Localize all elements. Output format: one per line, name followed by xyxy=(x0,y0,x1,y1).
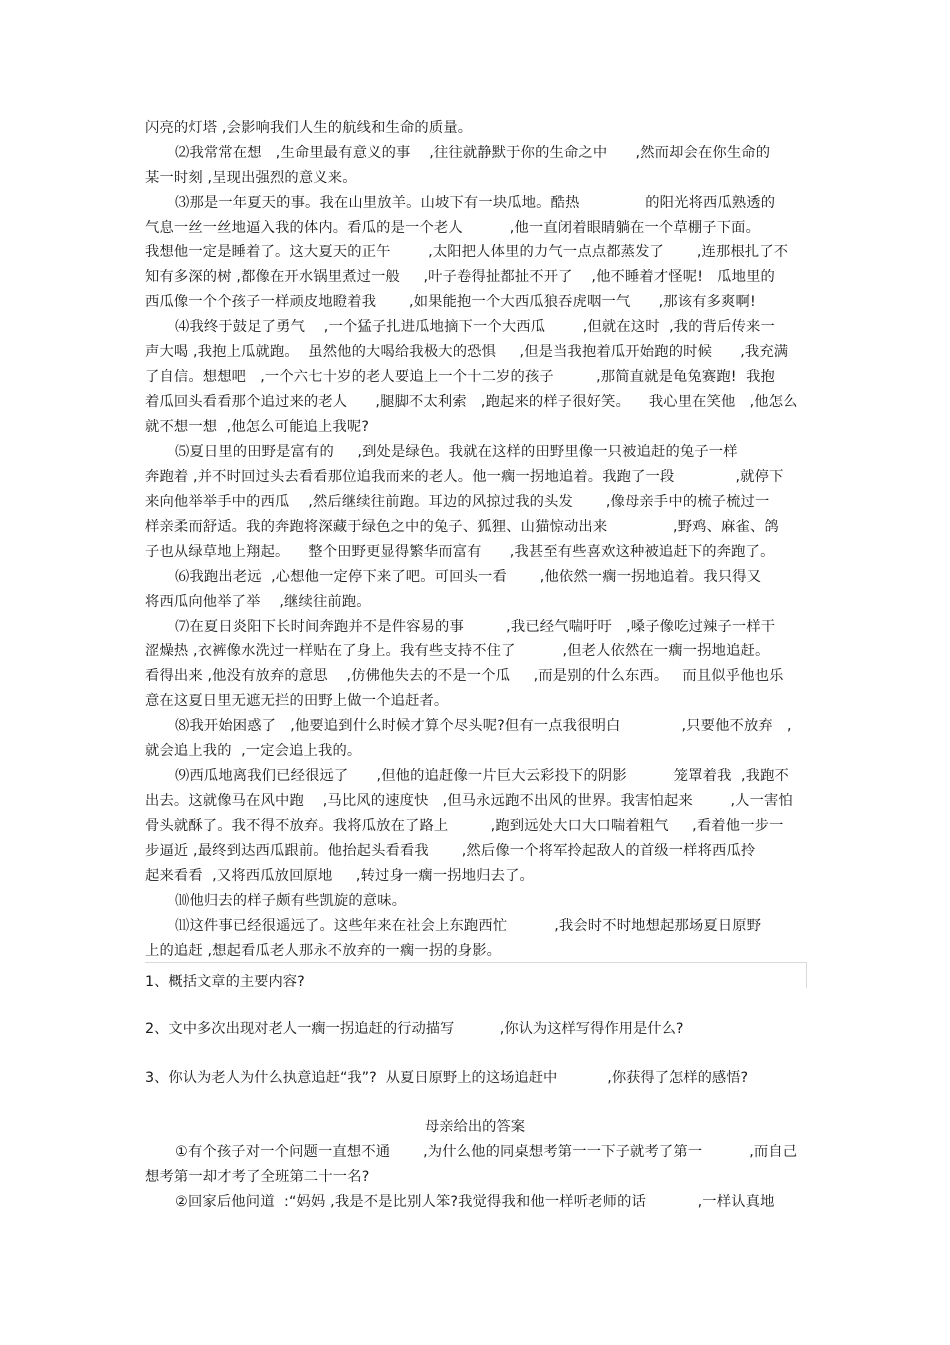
passage-line: 西瓜像一个个孩子一样顽皮地瞪着我 ,如果能抱一个大西瓜狼吞虎咽一气 ,那该有多爽啊! xyxy=(145,294,756,310)
passage-line: 步逼近 ,最终到达西瓜跟前。他抬起头看看我 ,然后像一个将军拎起敌人的首级一样将西瓜拎 xyxy=(145,843,756,859)
question-3: 3、你认为老人为什么执意追赶“我”? 从夏日原野上的这场追赶中 ,你获得了怎样的感悟? xyxy=(145,1070,749,1086)
passage-line: 某一时刻 ,呈现出强烈的意义来。 xyxy=(145,170,357,186)
passage-line: 将西瓜向他举了举 ,继续往前跑。 xyxy=(145,594,371,610)
passage-line: ⑼西瓜地离我们已经很远了 ,但他的追赶像一片巨大云彩投下的阴影 笼罩着我 ,我跑不 xyxy=(175,768,789,784)
divider xyxy=(806,962,807,988)
passage-line: 着瓜回头看看那个追过来的老人 ,腿脚不太利索 ,跑起来的样子很好笑。 我心里在笑他 ,他怎么 xyxy=(145,394,798,410)
passage-line: 样亲柔而舒适。我的奔跑将深藏于绿色之中的兔子、狐狸、山猫惊动出来 ,野鸡、麻雀、鸽 xyxy=(145,519,779,535)
passage-line: ⑶那是一年夏天的事。我在山里放羊。山坡下有一块瓜地。酷热 的阳光将西瓜熟透的 xyxy=(175,195,776,211)
passage-line: 起来看看 ,又将西瓜放回原地 ,转过身一瘸一拐地归去了。 xyxy=(145,868,534,884)
passage-line: 闪亮的灯塔 ,会影响我们人生的航线和生命的质量。 xyxy=(145,120,473,136)
passage-line: 就不想一想 ,他怎么可能追上我呢? xyxy=(145,419,370,435)
passage-line: 骨头就酥了。我不得不放弃。我将瓜放在了路上 ,跑到远处大口大口喘着粗气 ,看着他一步一 xyxy=(145,818,784,834)
passage-line: 出去。这就像马在风中跑 ,马比风的速度快 ,但马永远跑不出风的世界。我害怕起来 ,人一害怕 xyxy=(145,793,793,809)
passage-line: 上的追赶 ,想起看瓜老人那永不放弃的一瘸一拐的身影。 xyxy=(145,943,502,959)
question-1: 1、概括文章的主要内容? xyxy=(145,974,305,990)
passage-line: 来向他举举手中的西瓜 ,然后继续往前跑。耳边的风掠过我的头发 ,像母亲手中的梳子梳过一 xyxy=(145,494,770,510)
passage-line: ①有个孩子对一个问题一直想不通 ,为什么他的同桌想考第一一下子就考了第一 ,而自己 xyxy=(175,1144,798,1160)
passage-line: ⑷我终于鼓足了勇气 ,一个猛子扎进瓜地摘下一个大西瓜 ,但就在这时 ,我的背后传来一 xyxy=(175,319,775,335)
passage-line: 就会追上我的 ,一定会追上我的。 xyxy=(145,743,362,759)
passage-line: ⑵我常常在想 ,生命里最有意义的事 ,往往就静默于你的生命之中 ,然而却会在你生命的 xyxy=(175,145,771,161)
passage-line: ②回家后他问道 :“妈妈 ,我是不是比别人笨?我觉得我和他一样听老师的话 ,一样认真地 xyxy=(175,1194,775,1210)
question-2: 2、文中多次出现对老人一瘸一拐追赶的行动描写 ,你认为这样写得作用是什么? xyxy=(145,1021,684,1037)
passage-line: ⑸夏日里的田野是富有的 ,到处是绿色。我就在这样的田野里像一只被追赶的兔子一样 xyxy=(175,444,738,460)
passage-line: ⑾这件事已经很遥远了。这些年来在社会上东跑西忙 ,我会时不时地想起那场夏日原野 xyxy=(175,918,762,934)
passage-line: 了自信。想想吧 ,一个六七十岁的老人要追上一个十二岁的孩子 ,那简直就是龟兔赛跑! 我抱 xyxy=(145,369,775,385)
passage-line: 知有多深的树 ,都像在开水锅里煮过一般 ,叶子卷得扯都扯不开了 ,他不睡着才怪呢! 瓜地里的 xyxy=(145,269,775,285)
passage-line: ⑽他归去的样子颇有些凯旋的意味。 xyxy=(175,893,407,909)
passage-line: 子也从绿草地上翔起。 整个田野更显得繁华而富有 ,我甚至有些喜欢这种被追赶下的奔跑了。 xyxy=(145,544,775,560)
passage-line: 涩燥热 ,衣裤像水洗过一样贴在了身上。我有些支持不住了 ,但老人依然在一瘸一拐地追赶。 xyxy=(145,643,770,659)
divider xyxy=(145,962,807,963)
passage-line: ⑹我跑出老远 ,心想他一定停下来了吧。可回头一看 ,他依然一瘸一拐地追着。我只得又 xyxy=(175,569,762,585)
passage-line: 我想他一定是睡着了。这大夏天的正午 ,太阳把人体里的力气一点点都蒸发了 ,连那根扎了不 xyxy=(145,244,789,260)
passage-line: 看得出来 ,他没有放弃的意思 ,仿佛他失去的不是一个瓜 ,而是别的什么东西。 而且似乎他也乐 xyxy=(145,668,784,684)
passage-line: 气息一丝一丝地逼入我的体内。看瓜的是一个老人 ,他一直闭着眼睛躺在一个草棚子下面。 xyxy=(145,220,761,236)
passage-line: 奔跑着 ,并不时回过头去看看那位追我而来的老人。他一瘸一拐地追着。我跑了一段 ,就停下 xyxy=(145,469,784,485)
passage-line: 想考第一却才考了全班第二十一名? xyxy=(145,1169,370,1185)
passage-line: 声大喝 ,我抱上瓜就跑。 虽然他的大喝给我极大的恐惧 ,但是当我抱着瓜开始跑的时候 ,我充满 xyxy=(145,344,789,360)
passage-line: ⑺在夏日炎阳下长时间奔跑并不是件容易的事 ,我已经气喘吁吁 ,嗓子像吃过辣子一样干 xyxy=(175,619,776,635)
passage-line: 意在这夏日里无遮无拦的田野上做一个追赶者。 xyxy=(145,693,449,709)
article-title: 母亲给出的答案 xyxy=(424,1119,526,1135)
passage-line: ⑻我开始困惑了 ,他要追到什么时候才算个尽头呢?但有一点我很明白 ,只要他不放弃 , xyxy=(175,718,792,734)
